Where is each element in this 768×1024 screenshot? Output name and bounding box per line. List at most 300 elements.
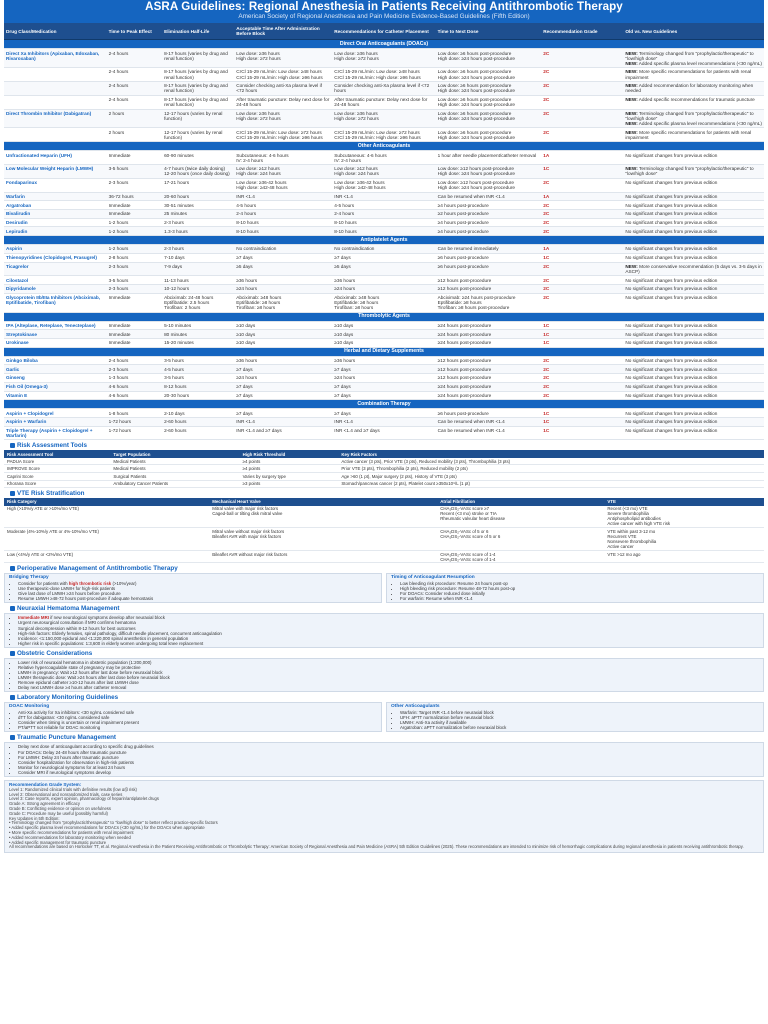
table-cell: Mitral valve with major risk factors Caged-ball or tilting disk mitral valve xyxy=(209,506,437,528)
list-item: • For warfarin: Resume when INR <1.4 xyxy=(400,596,759,601)
section-title: Herbal and Dietary Supplements xyxy=(4,347,764,356)
table-cell: ≥4 points xyxy=(240,458,339,465)
table-row xyxy=(4,165,764,179)
doac-box xyxy=(4,702,382,732)
hospital-icon xyxy=(10,566,15,571)
time-to-next-dose: ≥24 hours post-procedure xyxy=(436,391,542,400)
section-header-row xyxy=(4,40,764,49)
time-to-peak: 2-3 hours xyxy=(107,284,162,293)
catheter-placement: Low dose: ≥12 hours High dose: ≥24 hours xyxy=(332,165,435,179)
list-item: • Consider when timing is uncertain or renal impairment present xyxy=(18,720,377,725)
time-to-peak: 1-2 hours xyxy=(107,227,162,236)
table-row xyxy=(4,128,764,142)
half-life: 2-3 hours xyxy=(162,245,234,254)
lab-title xyxy=(10,694,764,701)
time-to-next-dose: Can be resumed immediately xyxy=(436,245,542,254)
table-row xyxy=(4,374,764,383)
bridging-box xyxy=(4,573,382,603)
table-row xyxy=(4,330,764,339)
guideline-change: No significant changes from previous edition xyxy=(623,178,764,192)
risk-category: Low (<4%/y ATE or <2%/mo VTE) xyxy=(4,550,209,563)
half-life: 4-7 hours (twice daily dosing) 12-20 hours (once daily dosing) xyxy=(162,165,234,179)
time-to-peak: Immediate xyxy=(107,151,162,165)
list-item: • dTT for dabigatran: <30 ng/mL considered safe xyxy=(18,715,377,720)
time-before-block: 4-5 hours xyxy=(234,201,332,210)
time-to-next-dose: Low dose: ≥6 hours post-procedure High dose: ≥24 hours post-procedure xyxy=(436,81,542,95)
table-cell: Medical Patients xyxy=(110,458,239,465)
guideline-change: No significant changes from previous edition xyxy=(623,365,764,374)
catheter-placement: 2-4 hours xyxy=(332,209,435,218)
list-item: • Warfarin: Target INR <1.4 before neuraxial block xyxy=(400,710,759,715)
list-item: • Monitor for neurological symptoms for at least 24 hours xyxy=(18,765,759,770)
column-header: Acceptable Time After Administration Before Block xyxy=(234,23,332,40)
recommendation-grade: 2C xyxy=(541,227,623,236)
highlight-text: high thrombotic risk xyxy=(68,580,112,586)
list-item: • Resume LMWH ≥48-72 hours post-procedure if adequate hemostasis xyxy=(18,596,377,601)
obstetric-box xyxy=(4,658,764,693)
guideline-change: No significant changes from previous edition xyxy=(623,391,764,400)
section-title: Thrombolytic Agents xyxy=(4,312,764,321)
table-row xyxy=(4,506,764,528)
new-label: NEW: xyxy=(625,120,638,126)
time-to-peak: Immediate xyxy=(107,321,162,330)
drug-name: Streptokinase xyxy=(4,330,107,339)
new-label: NEW: xyxy=(625,60,638,66)
list-item: • Lower risk of neuraxial hematoma in obstetric population (1:200,000) xyxy=(18,660,759,665)
guideline-change: No significant changes from previous edition xyxy=(623,209,764,218)
footer-line: Grade B: Conflicting evidence or opinion on usefulness xyxy=(9,805,111,811)
neuraxial-list xyxy=(9,615,759,646)
time-to-peak: 2-8 hours xyxy=(107,253,162,262)
drug-name: Unfractionated Heparin (UFH) xyxy=(4,151,107,165)
guideline-change: No significant changes from previous edition xyxy=(623,339,764,348)
half-life: 12-17 hours (varies by renal function) xyxy=(162,109,234,128)
table-row xyxy=(4,262,764,276)
footer-line: Level 2: Observational and nonrandomized trials, case series xyxy=(9,791,123,797)
half-life: 8-17 hours (varies by drug and renal function) xyxy=(162,49,234,68)
guideline-change: No significant changes from previous edition xyxy=(623,382,764,391)
drug-name: Cilostazol xyxy=(4,276,107,285)
footer-lines xyxy=(9,788,759,846)
recommendation-grade: 2C xyxy=(541,201,623,210)
chart-icon xyxy=(10,443,15,448)
time-to-next-dose: Low dose: ≥6 hours post-procedure High dose: ≥24 hours post-procedure xyxy=(436,95,542,109)
header-banner xyxy=(4,0,764,23)
guideline-change: No significant changes from previous edition xyxy=(623,151,764,165)
table-row xyxy=(4,480,764,488)
time-before-block: INR <1.4 xyxy=(234,418,332,427)
vte-body xyxy=(4,506,764,563)
drug-name: Aspirin xyxy=(4,245,107,254)
time-to-peak: 4-6 hours xyxy=(107,391,162,400)
table-row xyxy=(4,473,764,481)
recommendation-grade: 2C xyxy=(541,365,623,374)
half-life: 60-90 minutes xyxy=(162,151,234,165)
time-before-block: ≥24 hours xyxy=(234,284,332,293)
time-to-next-dose: Can be resumed when INR <1.4 xyxy=(436,192,542,201)
recommendation-grade: 1C xyxy=(541,253,623,262)
table-cell: Mitral valve without major risk factors Bileaflet AVR with major risk factors xyxy=(209,528,437,551)
recommendation-grade: 2C xyxy=(541,356,623,365)
list-item: • Surgical decompression within 8-12 hours for best outcomes xyxy=(18,626,759,631)
catheter-placement: INR <1.4 and ≥7 days xyxy=(332,426,435,440)
time-to-peak: 2-3 hours xyxy=(107,178,162,192)
time-to-next-dose: ≥6 hours post-procedure xyxy=(436,409,542,418)
table-row xyxy=(4,81,764,95)
table-cell: Age >60 (1 pt), Major surgery (2 pts), History of VTE (3 pts) xyxy=(338,473,764,481)
table-cell: Ambulatory Cancer Patients xyxy=(110,480,239,488)
time-to-next-dose: ≥6 hours post-procedure xyxy=(436,262,542,276)
table-row xyxy=(4,227,764,236)
catheter-placement: ≥7 days xyxy=(332,409,435,418)
catheter-placement: ≥10 days xyxy=(332,330,435,339)
time-before-block: ≥7 days xyxy=(234,365,332,374)
time-to-peak: 1-3 hours xyxy=(107,374,162,383)
recommendation-grade: 1C xyxy=(541,165,623,179)
table-row xyxy=(4,458,764,465)
column-header: Key Risk Factors xyxy=(338,450,764,457)
guideline-change: No significant changes from previous edition xyxy=(623,253,764,262)
time-before-block: CrCl 15-29 mL/min: Low dose: ≥72 hours CrCl 15-29 mL/min: High dose: ≥96 hours xyxy=(234,128,332,142)
list-item: • Consider for patients with high thrombotic risk (>10%/year) xyxy=(18,581,377,586)
guideline-change: No significant changes from previous edition xyxy=(623,245,764,254)
neuraxial-title xyxy=(10,605,764,612)
time-before-block: INR <1.4 and ≥7 days xyxy=(234,426,332,440)
column-header: Time to Next Dose xyxy=(436,23,542,40)
warning-icon xyxy=(10,606,15,611)
list-item: • Give last dose of LMWH ≥24 hours before procedure xyxy=(18,591,377,596)
column-header: Risk Category xyxy=(4,498,209,505)
drug-name: Fondaparinux xyxy=(4,178,107,192)
traumatic-list xyxy=(9,744,759,775)
time-to-next-dose: ≥12 hours post-procedure xyxy=(436,284,542,293)
drug-name: Aspirin + Warfarin xyxy=(4,418,107,427)
catheter-placement: ≥36 hours xyxy=(332,276,435,285)
catheter-placement: ≥7 days xyxy=(332,253,435,262)
recommendation-grade: 2C xyxy=(541,81,623,95)
time-before-block: 2-4 hours xyxy=(234,209,332,218)
drug-name xyxy=(4,81,107,95)
drug-name: Aspirin + Clopidogrel xyxy=(4,409,107,418)
section-title: Antiplatelet Agents xyxy=(4,236,764,245)
table-row xyxy=(4,68,764,82)
recommendation-grade: 1C xyxy=(541,426,623,440)
time-to-next-dose: ≥24 hours post-procedure xyxy=(436,321,542,330)
table-row xyxy=(4,192,764,201)
half-life: 3-5 hours xyxy=(162,356,234,365)
catheter-placement: 8-10 hours xyxy=(332,227,435,236)
list-item: • Use therapeutic-dose LMWH for high-risk patients xyxy=(18,586,377,591)
drug-name: Low Molecular Weight Heparin (LMWH) xyxy=(4,165,107,179)
traumatic-panel xyxy=(4,734,764,777)
guideline-change: NEW: More conservative recommendation (5 days vs. 3-5 days in ASCP) xyxy=(623,262,764,276)
catheter-placement: ≥5 days xyxy=(332,262,435,276)
time-before-block: ≥10 days xyxy=(234,321,332,330)
time-before-block: No contraindication xyxy=(234,245,332,254)
table-cell: Medical Patients xyxy=(110,465,239,473)
time-to-peak: Immediate xyxy=(107,330,162,339)
time-to-peak: 2-4 hours xyxy=(107,95,162,109)
table-cell: Recent (<3 mo) VTE Severe thrombophilia Antiphospholipid antibodies Active cancer with high VTE risk xyxy=(604,506,764,528)
list-item: • For DOACs: Consider reduced dose initially xyxy=(400,591,759,596)
recommendation-grade: 1C xyxy=(541,339,623,348)
vte-header xyxy=(4,498,764,505)
table-cell: ≥3 points xyxy=(240,480,339,488)
section-title: Other Anticoagulants xyxy=(4,142,764,151)
vte-table xyxy=(4,498,764,563)
time-to-peak: 2-4 hours xyxy=(107,356,162,365)
catheter-placement: 8-10 hours xyxy=(332,218,435,227)
time-before-block: Low dose: ≥36 hours High dose: ≥72 hours xyxy=(234,49,332,68)
half-life: 25 minutes xyxy=(162,209,234,218)
neuraxial-box xyxy=(4,613,764,648)
column-header: VTE xyxy=(604,498,764,505)
table-row xyxy=(4,218,764,227)
footer-line: • Added specific management for traumatic puncture xyxy=(9,839,107,845)
time-to-peak: 2-3 hours xyxy=(107,365,162,374)
other-anticoag-box xyxy=(386,702,764,732)
new-label: NEW: xyxy=(625,97,638,103)
time-to-peak: 3-5 hours xyxy=(107,276,162,285)
recommendation-grade: 2C xyxy=(541,68,623,82)
risk-tools-table xyxy=(4,450,764,488)
table-row xyxy=(4,418,764,427)
drug-name: Fish Oil (Omega-3) xyxy=(4,382,107,391)
table-row xyxy=(4,109,764,128)
half-life: 20-30 hours xyxy=(162,391,234,400)
column-header: Recommendation Grade xyxy=(541,23,623,40)
person-icon xyxy=(10,651,15,656)
recommendation-grade: 1A xyxy=(541,245,623,254)
guideline-change: No significant changes from previous edition xyxy=(623,192,764,201)
time-to-peak: 1-72 hours xyxy=(107,426,162,440)
obstetric-title xyxy=(10,650,764,657)
catheter-placement: ≥7 days xyxy=(332,365,435,374)
footer-line: Grade C: Procedure may be useful (possibly harmful) xyxy=(9,810,108,816)
catheter-placement: Low dose: ≥36-42 hours High dose: ≥42-48 hours xyxy=(332,178,435,192)
periop-panel xyxy=(4,565,764,603)
timing-title: Timing of Anticoagulant Resumption xyxy=(391,575,475,581)
new-label: NEW: xyxy=(625,263,638,269)
recommendation-grade: 1A xyxy=(541,192,623,201)
drug-name: Direct Thrombin Inhibitor (Dabigatran) xyxy=(4,109,107,128)
time-before-block: ≥36 hours xyxy=(234,356,332,365)
recommendation-grade: 2C xyxy=(541,374,623,383)
half-life: 8-17 hours (varies by drug and renal function) xyxy=(162,68,234,82)
time-to-peak: 1-72 hours xyxy=(107,418,162,427)
footer-line: Level 1: Randomized clinical trials with definitive results (low α/β risk) xyxy=(9,786,137,792)
time-before-block: ≥36 hours xyxy=(234,276,332,285)
time-to-next-dose: Low dose: ≥6 hours post-procedure High dose: ≥24 hours post-procedure xyxy=(436,128,542,142)
recommendation-grade: 2C xyxy=(541,276,623,285)
recommendation-grade: 2C xyxy=(541,109,623,128)
new-label: NEW: xyxy=(625,166,638,172)
catheter-placement: Subcutaneous: 4-6 hours IV: 2-4 hours xyxy=(332,151,435,165)
list-item: • Consider hospitalization for observation in high-risk patients xyxy=(18,760,759,765)
catheter-placement: ≥24 hours xyxy=(332,284,435,293)
guideline-change: No significant changes from previous edition xyxy=(623,218,764,227)
time-before-block: 8-10 hours xyxy=(234,227,332,236)
drug-name xyxy=(4,68,107,82)
new-label: NEW: xyxy=(625,110,638,116)
list-item: • High bleeding risk procedure: Resume 48-72 hours post-op xyxy=(400,586,759,591)
table-row xyxy=(4,209,764,218)
recommendation-grade: 2C xyxy=(541,209,623,218)
other-anticoag-list xyxy=(391,710,759,730)
list-item: • Low bleeding risk procedure: Resume 24 hours post-op xyxy=(400,581,759,586)
table-row xyxy=(4,293,764,312)
list-item: • Incidence: <1:150,000 epidural and <1:220,000 spinal anesthetics in general population xyxy=(18,636,759,641)
footer-line: • Added specific plasma level recommendations for DOACs (<30 ng/mL) for the DOACs when appropriate xyxy=(9,825,205,831)
half-life: 8-17 hours (varies by drug and renal function) xyxy=(162,81,234,95)
risk-category: High (>10%/y ATE or >10%/mo VTE) xyxy=(4,506,209,528)
half-life: 15-20 minutes xyxy=(162,339,234,348)
drug-name xyxy=(4,95,107,109)
catheter-placement: Consider checking anti-Xa plasma level if <72 hours xyxy=(332,81,435,95)
table-row xyxy=(4,409,764,418)
table-cell: CHA₂DS₂-VASc of 5 or 6 CHA₂DS₂-VASc score of 5 or 6 xyxy=(437,528,604,551)
time-before-block: ≥24 hours xyxy=(234,374,332,383)
time-to-next-dose: 1 hour after needle placement/catheter removal xyxy=(436,151,542,165)
list-item: • For DOACs: Delay 24-48 hours after traumatic puncture xyxy=(18,750,759,755)
time-to-peak: Immediate xyxy=(107,293,162,312)
recommendation-grade: 2C xyxy=(541,49,623,68)
time-to-next-dose: ≥24 hours post-procedure xyxy=(436,339,542,348)
half-life: 1.3-3 hours xyxy=(162,227,234,236)
guideline-change: No significant changes from previous edition xyxy=(623,284,764,293)
list-item: • Argatroban: aPTT normalization before neuraxial block xyxy=(400,725,759,730)
drug-name: Bivalirudin xyxy=(4,209,107,218)
section-header-row xyxy=(4,142,764,151)
time-to-peak: Immediate xyxy=(107,209,162,218)
footer-notes xyxy=(4,780,764,853)
drug-name: Desirudin xyxy=(4,218,107,227)
time-before-block: INR <1.4 xyxy=(234,192,332,201)
list-item: • Delay next LMWH dose ≥4 hours after catheter removal xyxy=(18,685,759,690)
lab-boxes xyxy=(4,702,764,732)
list-item: • Delay next dose of anticoagulant according to specific drug guidelines xyxy=(18,744,759,749)
catheter-placement: CrCl 15-29 mL/min: Low dose: ≥72 hours CrCl 15-29 mL/min: High dose: ≥96 hours xyxy=(332,128,435,142)
guideline-change: NEW: More specific recommendations for patients with renal impairment xyxy=(623,68,764,82)
risk-category: Moderate (4%-10%/y ATE or 4%-10%/mo VTE) xyxy=(4,528,209,551)
time-before-block: Low dose: ≥36 hours High dose: ≥72 hours xyxy=(234,109,332,128)
guideline-change: NEW: Terminology changed from "prophylactic/therapeutic" to "low/high dose" xyxy=(623,165,764,179)
table-row xyxy=(4,365,764,374)
list-item: • Remove epidural catheter ≥10-12 hours after last LMWH dose xyxy=(18,680,759,685)
table-row xyxy=(4,49,764,68)
section-title: Combination Therapy xyxy=(4,400,764,409)
bridging-title: Bridging Therapy xyxy=(9,575,49,581)
time-to-next-dose: ≥2 hours post-procedure xyxy=(436,209,542,218)
catheter-placement: ≥36 hours xyxy=(332,356,435,365)
list-item: • LMWH therapeutic dose: Wait ≥24 hours after last dose before neuraxial block xyxy=(18,675,759,680)
obstetric-title-text: Obstetric Considerations xyxy=(17,649,93,657)
recommendation-grade: 2C xyxy=(541,293,623,312)
table-row xyxy=(4,426,764,440)
half-life: 10-12 hours xyxy=(162,284,234,293)
timing-box xyxy=(386,573,764,603)
periop-boxes xyxy=(4,573,764,603)
time-before-block: Abciximab: ≥48 hours Eptifibatide: ≥8 hours Tirofiban: ≥8 hours xyxy=(234,293,332,312)
guideline-change: No significant changes from previous edition xyxy=(623,227,764,236)
time-to-peak: 2-4 hours xyxy=(107,49,162,68)
guideline-change: No significant changes from previous edition xyxy=(623,374,764,383)
footer-line: • Added recommendations for laboratory monitoring when needed xyxy=(9,834,131,840)
time-before-block: Subcutaneous: 4-6 hours IV: 2-4 hours xyxy=(234,151,332,165)
drug-name: Dipyridamole xyxy=(4,284,107,293)
doac-title: DOAC Monitoring xyxy=(9,704,50,710)
half-life: Abciximab: 24-48 hours Eptifibatide: 2.5 hours Tirofiban: 2 hours xyxy=(162,293,234,312)
table-cell: ≥4 points xyxy=(240,465,339,473)
time-to-next-dose: ≥12 hours post-procedure xyxy=(436,276,542,285)
time-to-next-dose: Can be resumed when INR <1.4 xyxy=(436,426,542,440)
catheter-placement: ≥24 hours xyxy=(332,374,435,383)
table-row xyxy=(4,151,764,165)
time-before-block: ≥10 days xyxy=(234,330,332,339)
traumatic-title-text: Traumatic Puncture Management xyxy=(17,734,117,742)
time-to-next-dose: ≥12 hours post-procedure xyxy=(436,365,542,374)
obstetric-panel xyxy=(4,650,764,693)
timing-list xyxy=(391,581,759,601)
bridging-list xyxy=(9,581,377,601)
footer-title: Recommendation Grade System: xyxy=(9,782,82,787)
time-before-block: ≥7 days xyxy=(234,382,332,391)
table-row xyxy=(4,245,764,254)
half-life: 8-17 hours (varies by drug and renal function) xyxy=(162,95,234,109)
page-title: ASRA Guidelines: Regional Anesthesia in Patients Receiving Antithrombotic Therapy xyxy=(145,0,623,13)
table-row xyxy=(4,253,764,262)
column-header: Target Population xyxy=(110,450,239,457)
time-before-block: Low dose: ≥12 hours High dose: ≥24 hours xyxy=(234,165,332,179)
list-item: • PT/aPTT not reliable for DOAC monitoring xyxy=(18,725,377,730)
time-before-block: ≥7 days xyxy=(234,409,332,418)
catheter-placement: 4-5 hours xyxy=(332,201,435,210)
section-header-row xyxy=(4,312,764,321)
time-to-next-dose: ≥4 hours post-procedure xyxy=(436,227,542,236)
catheter-placement: No contraindication xyxy=(332,245,435,254)
recommendation-grade: 2C xyxy=(541,128,623,142)
table-cell: Varies by surgery type xyxy=(240,473,339,481)
table-row xyxy=(4,276,764,285)
list-item: • Consider MRI if neurological symptoms develop xyxy=(18,770,759,775)
risk-tools-title xyxy=(10,442,764,449)
half-life: 4-5 hours xyxy=(162,365,234,374)
drug-name xyxy=(4,128,107,142)
section-title: Direct Oral Anticoagulants (DOACs) xyxy=(4,40,764,49)
footer-line: Level 3: Case reports, expert opinion, pharmacology of heparin/antiplatelet drugs xyxy=(9,796,159,802)
drug-name: Lepirudin xyxy=(4,227,107,236)
time-to-peak: 2-3 hours xyxy=(107,262,162,276)
list-item: • Immediate MRI if new neurological symptoms develop after neuraxial block xyxy=(18,615,759,620)
list-item: • LMWH in pregnancy: Wait ≥12 hours after last dose before neuraxial block xyxy=(18,670,759,675)
drug-name: Ginseng xyxy=(4,374,107,383)
half-life: 17-21 hours xyxy=(162,178,234,192)
catheter-placement: Low dose: ≥36 hours High dose: ≥72 hours xyxy=(332,49,435,68)
catheter-placement: INR <1.4 xyxy=(332,192,435,201)
time-to-peak: 2 hours xyxy=(107,109,162,128)
footer-line: • Terminology changed from "prophylactic/therapeutic" to "low/high dose" to better reflect practice-specific factors xyxy=(9,820,218,826)
section-header-row xyxy=(4,347,764,356)
catheter-placement: ≥10 days xyxy=(332,321,435,330)
guideline-change: NEW: Added specific recommendations for traumatic puncture xyxy=(623,95,764,109)
table-body xyxy=(4,40,764,440)
table-row xyxy=(4,201,764,210)
table-header-row xyxy=(4,23,764,40)
new-label: NEW: xyxy=(625,129,638,135)
neuraxial-panel xyxy=(4,605,764,648)
lab-title-text: Laboratory Monitoring Guidelines xyxy=(17,694,119,702)
column-header: Drug Class/Medication xyxy=(4,23,107,40)
